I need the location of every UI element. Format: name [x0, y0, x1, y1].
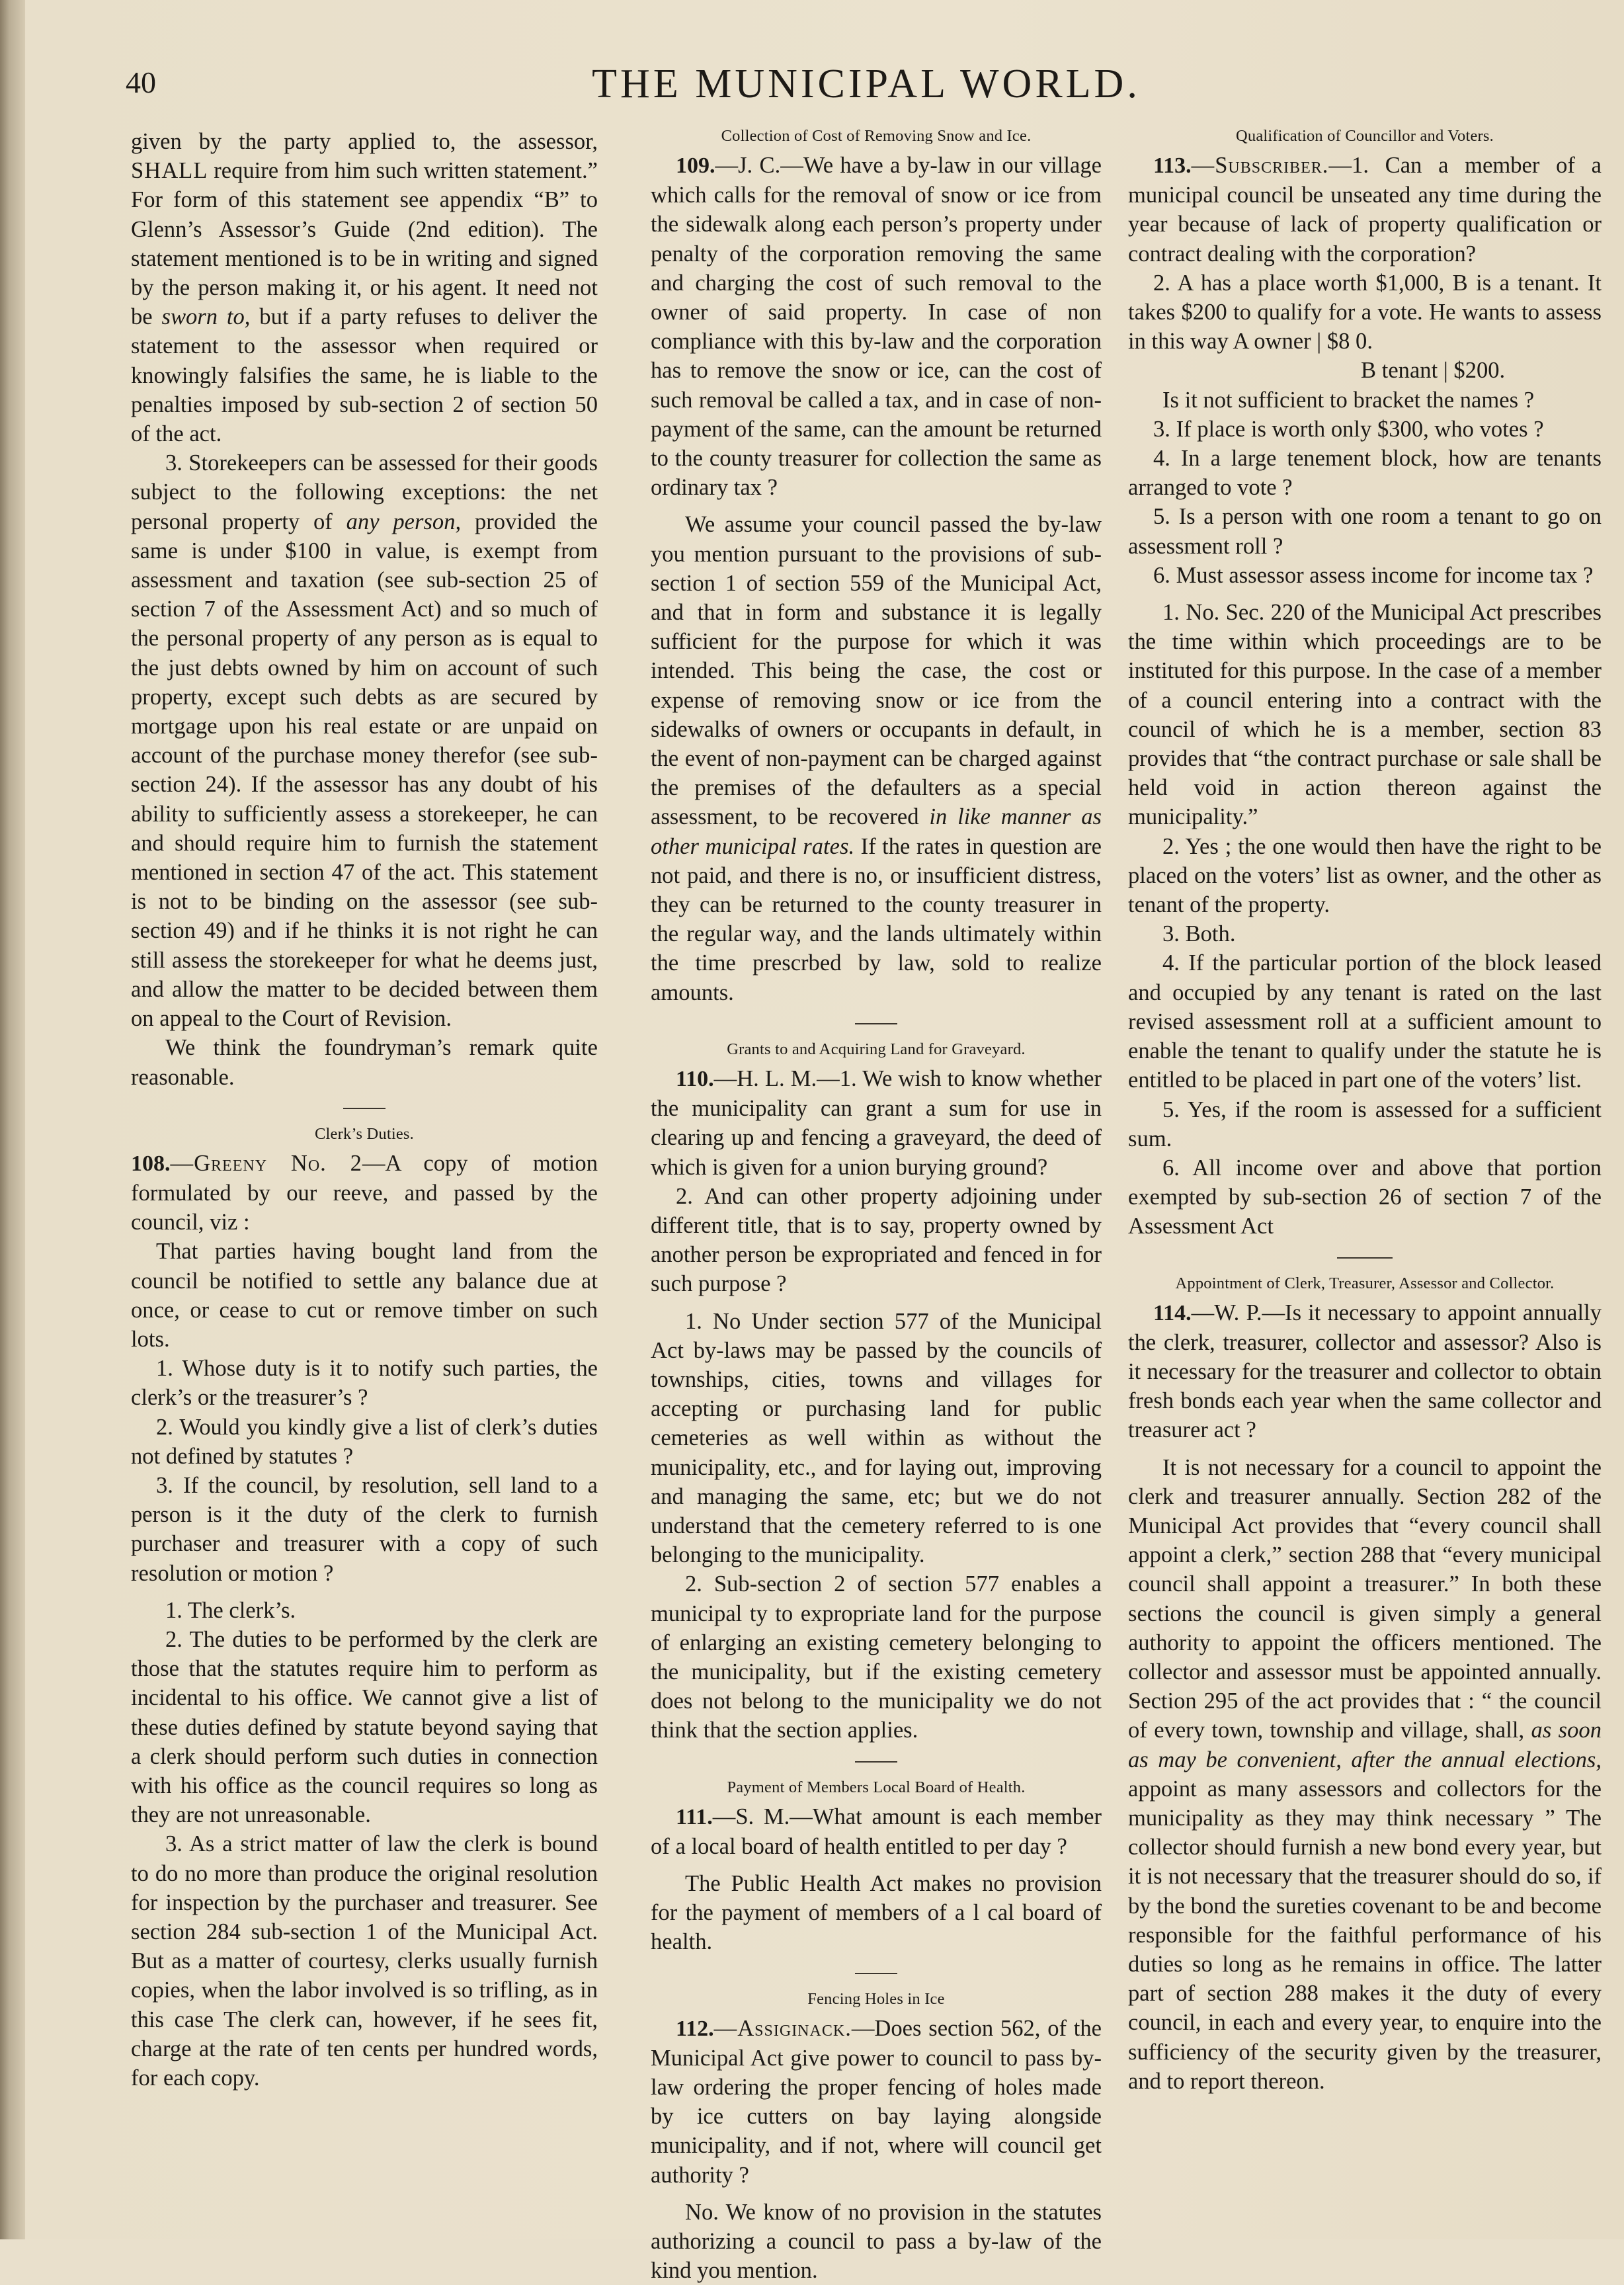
question-number: 114. [1153, 1300, 1192, 1325]
text: SHALL [131, 158, 208, 184]
answer-paragraph: 5. Yes, if the room is assessed for a sufficient sum. [1128, 1097, 1602, 1151]
question-text [1128, 151, 1602, 269]
text: —A copy of motion formulated by our reeve, and passed by the council, viz : [131, 1150, 598, 1235]
question-item: 2. And can other property adjoining under different title, that is to say, property owned by another person be expropriated and fenced in for such purpose ? [651, 1183, 1102, 1297]
question-number: 110. [676, 1066, 714, 1091]
question-text [131, 1149, 598, 1237]
section-heading: Fencing Holes in Ice [807, 1989, 945, 2008]
section-heading: Qualification of Councillor and Voters. [1236, 127, 1494, 145]
section-heading: Appointment of Clerk, Treasurer, Assessor and Collector. [1175, 1274, 1555, 1292]
answer-paragraph: 1. No. Sec. 220 of the Municipal Act prescribes the time within which proceedings are to be instituted for this purpose. In the case of a member of a council entering into a contract with the council of which he is a member, section 83 provides that “the contract purchase or sale shall be held void in action thereon against the municipality.” [1128, 600, 1602, 830]
answer-paragraph: 2. Yes ; the one would then have the right to be placed on the voters’ list as owner, and the other as tenant of the property. [1128, 833, 1602, 918]
answer-paragraph: 1. No Under section 577 of the Municipal Act by-laws may be passed by the councils of townships, cities, towns and villages for accepting or purchasing land for public cemeteries as well within as without the municipality, etc., and for laying out, improving and managing the same, etc; but we do not understand that the cemetery referred to is one belonging to the municipality. [651, 1308, 1102, 1568]
text: —Does section 562, of the Municipal Act give power to council to pass by-law ordering the proper fencing of holes made by ice cutters on bay laying alongside municipality, and if not, where will council get authority ? [651, 2015, 1102, 2188]
answer-paragraph: 1. The clerk’s. [165, 1597, 296, 1623]
emphasis: any person, [346, 509, 462, 534]
text: If the rates in question are not paid, and there is no, or insufficient distress, they can be returned to the county treasurer in the regular way, and the lands ultimately within the time prescrbed by law, sold to realize amounts. [651, 833, 1102, 1005]
answer-paragraph: 2. The duties to be performed by the clerk are those that the statutes require him to perform as incidental to his office. We cannot give a list of these duties defined by statute beyond saying that a clerk should perform such duties in connection with his office as the council requires so long as they are not unreasonable. [131, 1626, 598, 1828]
correspondent-name: —Assiginack. [713, 2015, 852, 2041]
answer-paragraph: 2. Sub-section 2 of section 577 enables a municipal ty to expropriate land for the purpose of enlarging an existing cemetery belonging to the municipality, but if the existing cemetery does not belong to the municipality we do not think that the section applies. [651, 1571, 1102, 1743]
text: We assume your council passed the by-law you mention pursuant to the provisions of sub-section 1 of section 559 of the Municipal Act, and that in form and substance it is legally sufficient for the purpose for which it was intended. This being the case, the cost or expense of removing snow or ice from the sidewalks of owners or occupants in default, in the event of non-payment can be charged against the premises of the defaulters as a special assessment, to be recovered [651, 512, 1102, 830]
text: provided the same is under $100 in value, is exempt from assessment and taxation (see sub-section 25 of section 7 of the Assessment Act) and so much of the personal property of any person as is equal to the just debts owned by him on account of such property, except such debts as are secured by mortgage upon his real estate or are unpaid on account of the purchase money therefor (see sub-section 24). If the assessor has any doubt of his ability to sufficiently assess a storekeeper, he can and should require him to furnish the statement mentioned in section 47 of the act. This statement is not to be binding on the assessor (see sub-section 49) and if he thinks it is not right he can still assess the storekeeper for what he deems just, and allow the matter to be decided between them on appeal to the Court of Revision. [131, 509, 598, 1032]
spacer [1128, 1445, 1602, 1453]
text: appoint as many assessors and collectors for the municipality as they may think necessary ” The collector should furnish a new bond every year, but it is not necessary that the treasurer should do so, if by the bond the sureties covenant to be and become responsible for the faithful performance of his duties so long as he remains in office. The latter part of section 288 makes it the duty of every council, in each and every year, to enquire into the sufficiency of the security given by the treasurer, and to report thereon. [1128, 1776, 1602, 2094]
question-item: B tenant | $200. [1361, 358, 1506, 384]
text: —1. Can a member of a municipal council be unseated any time during the year because of lack of property qualification or contract dealing with the corporation? [1128, 153, 1602, 267]
section-rule [343, 1108, 386, 1109]
question-item: 3. If the council, by resolution, sell land to a person is it the duty of the clerk to furnish purchaser and treasurer with a copy of such resolution or motion ? [131, 1472, 598, 1586]
section-rule [855, 1761, 897, 1763]
correspondent-name: —Greeny No. 2 [170, 1150, 362, 1176]
spacer [1128, 590, 1602, 598]
question-number: 111. [676, 1804, 713, 1829]
column-1 [131, 127, 598, 2093]
answer-paragraph: 3. Both. [1162, 921, 1236, 947]
answer-paragraph: 4. If the particular portion of the block leased and occupied by any tenant is rated on the last revised assessment roll at a sufficient amount to enable the tenant to qualify under the statute he is entitled to be placed in part one of the voters’ list. [1128, 950, 1602, 1093]
masthead-title: THE MUNICIPAL WORLD. [592, 62, 1141, 106]
text: —H. L. M.—1. We wish to know whether the municipality can grant a sum for use in clearing up and fencing a graveyard, the deed of which is given for a union burying ground? [651, 1065, 1102, 1180]
section-heading: Collection of Cost of Removing Snow and Ice. [721, 127, 1032, 145]
text: 3. Storekeepers can be assessed for their goods subject to the following exceptions: the net personal property of [131, 450, 598, 534]
question-item: 1. Whose duty is it to notify such parties, the clerk’s or the treasurer’s ? [131, 1356, 598, 1411]
spacer [131, 1588, 598, 1596]
answer-paragraph: The Public Health Act makes no provision for the payment of members of a l cal board of health. [651, 1870, 1102, 1955]
text: but if a party refuses to deliver the statement to the assessor when required or knowingly falsifies the same, he is liable to the penalties imposed by sub-section 2 of section 50 of the act. [131, 304, 598, 447]
question-item: 3. If place is worth only $300, who votes ? [1153, 416, 1544, 442]
page-header [126, 61, 1580, 120]
section-heading: Grants to and Acquiring Land for Graveyard. [727, 1040, 1026, 1058]
section-rule [1337, 1257, 1393, 1259]
paragraph: We think the foundryman’s remark quite reasonable. [131, 1035, 598, 1090]
question-item: Is it not sufficient to bracket the names ? [1162, 387, 1535, 413]
text: —J. C.—We have a by-law in our village which calls for the removal of snow or ice from the sidewalk along each person’s property under penalty of the corporation removing the same and charging the cost of such removal to the owner of said property. In case of non compliance with this by-law and the corporation has to remove the snow or ice, can the cost of such removal be called a tax, and in case of non-payment of the same, can the amount be returned to the county treasurer for collection the same as ordinary tax ? [651, 153, 1102, 501]
question-number: 108. [131, 1151, 171, 1176]
column-2 [651, 127, 1102, 2285]
column-3 [1128, 127, 1602, 2096]
spacer [651, 1299, 1102, 1307]
question-text [651, 1064, 1102, 1182]
answer-paragraph: No. We know of no provision in the statutes authorizing a council to pass a by-law of the kind you mention. [651, 2199, 1102, 2284]
text: given by the party applied to, the assessor, [131, 129, 598, 154]
binding-edge [0, 0, 25, 2239]
quoted-motion: That parties having bought land from the council be notified to settle any balance due at once, or cease to cut or remove timber on such lots. [131, 1239, 598, 1352]
spacer [651, 2190, 1102, 2198]
question-item: 2. Would you kindly give a list of clerk’s duties not defined by statutes ? [131, 1414, 598, 1469]
question-text [1128, 1298, 1602, 1445]
emphasis: as soon as may be convenient, after the annual elections, [1128, 1718, 1602, 1772]
question-text [651, 151, 1102, 502]
paragraph [131, 448, 598, 1033]
section-heading: Payment of Members Local Board of Health. [727, 1778, 1026, 1796]
section-rule [855, 1973, 897, 1974]
question-number: 112. [676, 2016, 714, 2041]
question-item: 2. A has a place worth $1,000, B is a tenant. It takes $200 to qualify for a vote. He wants to assess in this way A owner | $8 0. [1128, 270, 1602, 354]
answer-paragraph: 3. As a strict matter of law the clerk is bound to do no more than produce the original resolution for inspection by the purchaser and treasurer. See section 284 sub-section 1 of the Municipal Act. But as a matter of courtesy, clerks usually furnish copies, when the labor involved is so trifling, as in this case The clerk can, however, if he sees fit, charge at the rate of ten cents per hundred words, for each copy. [131, 1831, 598, 2091]
answer-paragraph: 6. All income over and above that portion exempted by sub-section 26 of section 7 of the Assessment Act [1128, 1155, 1602, 1239]
question-text [651, 2014, 1102, 2190]
question-number: 113. [1153, 153, 1192, 178]
question-text [651, 1802, 1102, 1861]
answer-paragraph [1128, 1453, 1602, 2096]
emphasis: sworn to, [161, 304, 251, 330]
emphasis: in like manner as other municipal rates. [651, 804, 1102, 859]
question-item: 5. Is a person with one room a tenant to go on assessment roll ? [1128, 504, 1602, 559]
text: require from him such written statement.” For form of this statement see appendix “B” to Glenn’s Assessor’s Guide (2nd edition). The statement mentioned is to be in writing and signed by the person making it, or his agent. It need not be [131, 158, 598, 330]
answer-paragraph [651, 510, 1102, 1007]
text: —W. P.—Is it necessary to appoint annually the clerk, treasurer, collector and assessor? Also is it necessary for the treasurer and collector to obtain fresh bonds each year when the same collector and treasurer act ? [1128, 1300, 1602, 1443]
page-number: 40 [126, 65, 156, 99]
question-number: 109. [676, 153, 715, 178]
question-item: 6. Must assessor assess income for income tax ? [1153, 562, 1594, 588]
correspondent-name: —Subscriber. [1191, 153, 1329, 178]
text: It is not necessary for a council to appoint the clerk and treasurer annually. Section 282 of the Municipal Act provides that “every council shall appoint a clerk,” section 288 that “every municipal council shall appoint a treasurer.” In both these sections the council is given simply a general authority to appoint the officers mentioned. The collector and assessor must be appointed annually. Section 295 of the act provides that : “ the council of every town, township and village, shall, [1128, 1454, 1602, 1743]
spacer [651, 502, 1102, 510]
text: —S. M.—What amount is each member of a local board of health entitled to per day ? [651, 1804, 1102, 1859]
paragraph [131, 127, 598, 448]
spacer [651, 1861, 1102, 1869]
section-rule [855, 1023, 897, 1024]
question-item: 4. In a large tenement block, how are tenants arranged to vote ? [1128, 446, 1602, 501]
section-heading: Clerk’s Duties. [315, 1124, 414, 1143]
